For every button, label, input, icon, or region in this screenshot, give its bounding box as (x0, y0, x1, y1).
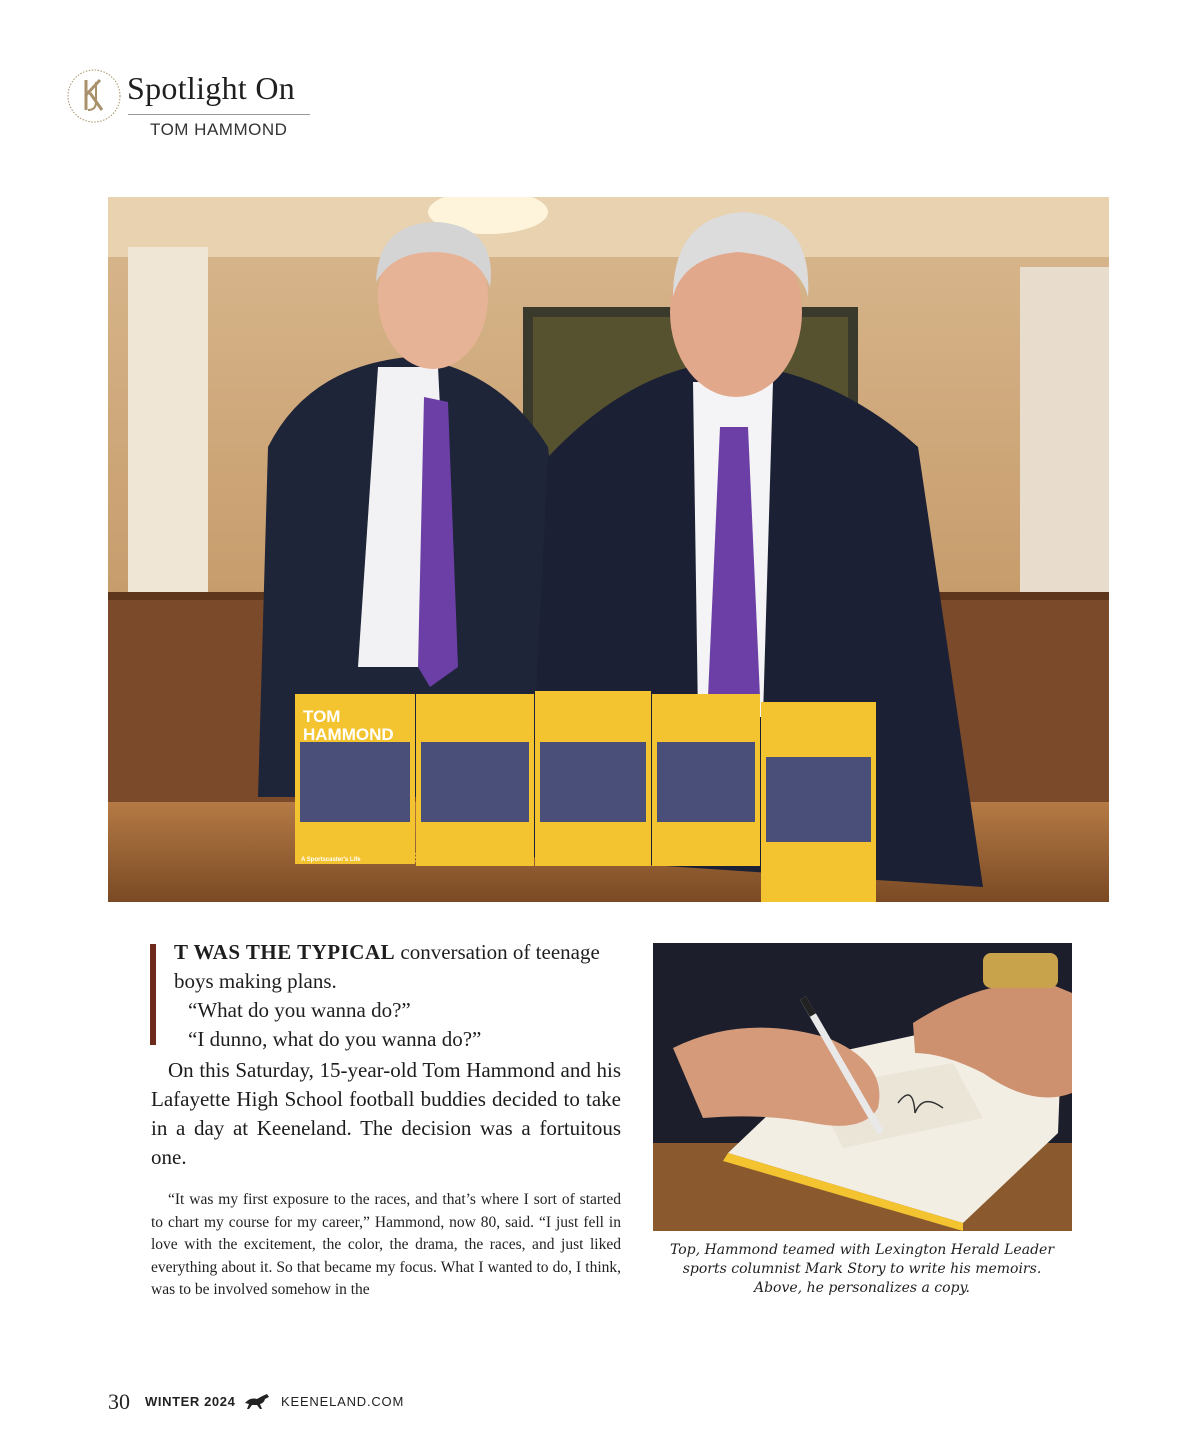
book-title-line3: DREAMS (363, 850, 420, 865)
website-link[interactable]: KEENELAND.COM (281, 1394, 405, 1409)
lead-rest: conversation of teenage (395, 940, 600, 964)
caption-line-2: sports columnist Mark Story to write his memoirs. (682, 1261, 1042, 1277)
keeneland-logo-icon (66, 68, 122, 124)
header-divider (128, 114, 310, 115)
issue-label: WINTER 2024 (145, 1394, 236, 1409)
lead-line-1 (174, 938, 600, 967)
quote-2: “I dunno, what do you wanna do?” (188, 1027, 482, 1051)
horse-icon (242, 1391, 272, 1411)
lead-line-2: boys making plans. (174, 969, 337, 993)
drop-cap-bar (150, 944, 156, 1045)
photo-caption (655, 1241, 1069, 1298)
signing-photo (653, 943, 1072, 1231)
main-photo (108, 197, 1109, 902)
book-title-line1: RACES, GAMES, (301, 825, 406, 840)
quote-1: “What do you wanna do?” (188, 998, 411, 1022)
paragraph-3: “It was my first exposure to the races, and that’s where I sort of started to chart my course for my career,” Hammond, now 80, said. “I just fell in love with the excitement, the color, the drama, the races, and just liked everything about it. So that became my focus. What I wanted to do, I think, was to be involved somehow in the (151, 1191, 621, 1298)
book-author-line2: HAMMOND (303, 725, 394, 744)
caption-line-1: Top, Hammond teamed with Lexington Herald Leader (669, 1242, 1055, 1258)
lead-caps: T WAS THE TYPICAL (174, 940, 396, 964)
paragraph-2: On this Saturday, 15-year-old Tom Hammond and his Lafayette High School football buddies decided to take in a day at Keeneland. The decision was a fortuitous one. (151, 1058, 621, 1169)
section-title: Spotlight On (127, 70, 296, 106)
page-number: 30 (108, 1389, 130, 1414)
section-subject: TOM HAMMOND (150, 120, 288, 139)
book-subtitle: A Sportscaster's Life (301, 857, 361, 863)
book-author-line1: TOM (303, 707, 341, 726)
book-title-line2: AND OLYMPIC (303, 839, 393, 854)
caption-line-3: Above, he personalizes a copy. (753, 1280, 971, 1296)
